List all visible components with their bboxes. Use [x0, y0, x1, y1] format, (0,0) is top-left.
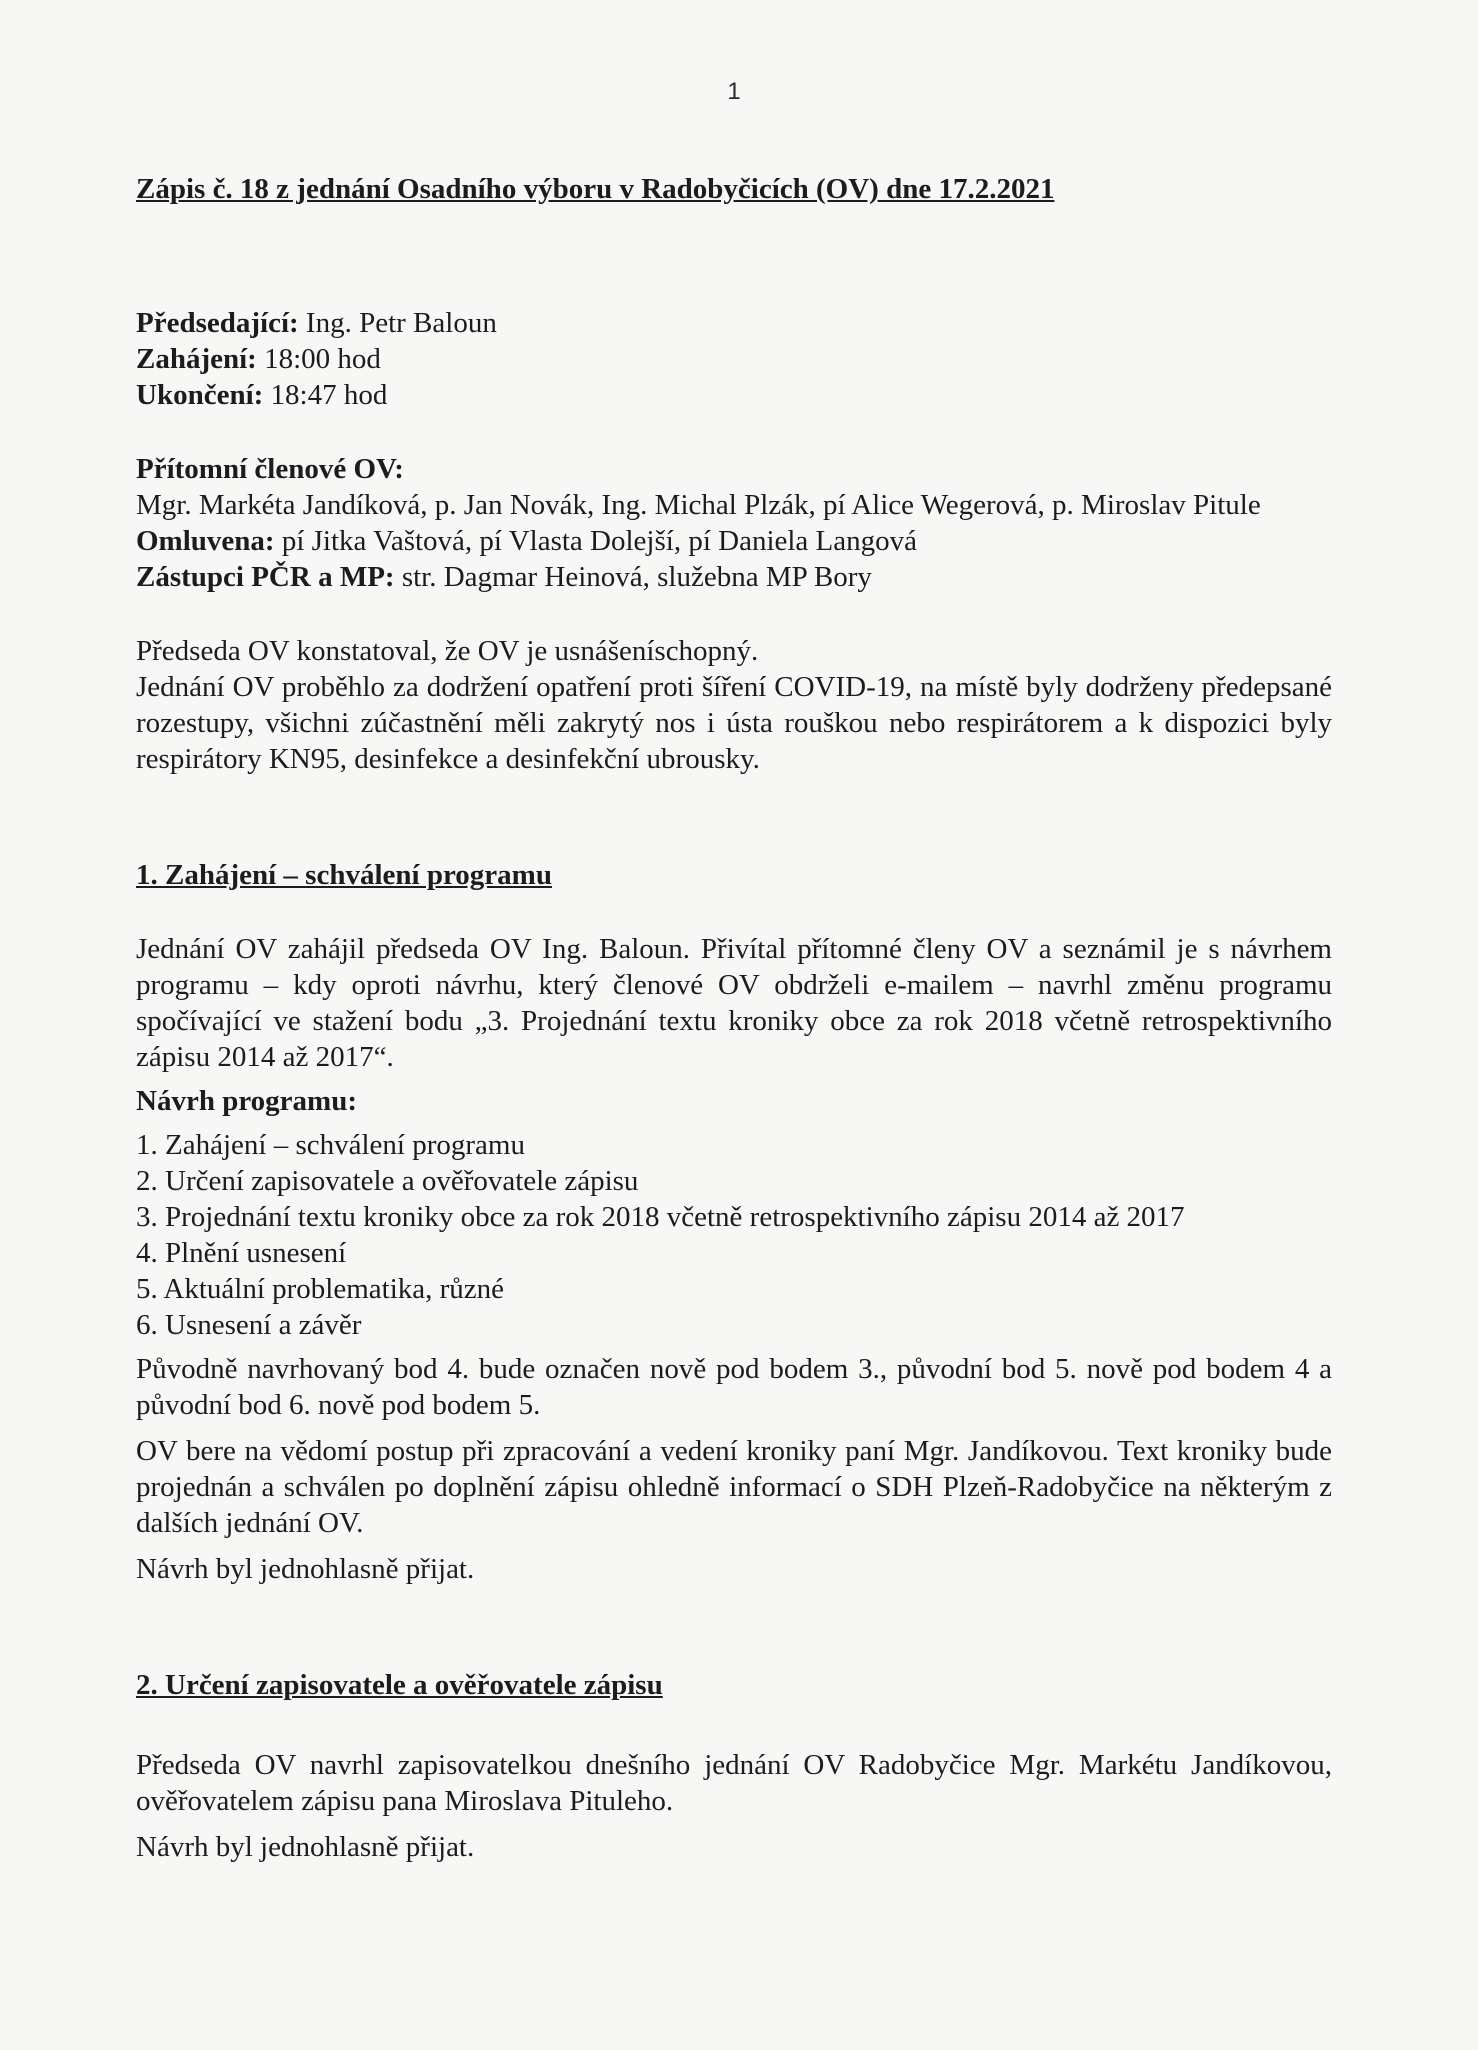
excused-value: pí Jitka Vaštová, pí Vlasta Dolejší, pí Daniela Langová [281, 525, 918, 557]
section1-result: Návrh byl jednohlasně přijat. [136, 1553, 475, 1585]
chair-value: Ing. Petr Baloun [305, 307, 497, 339]
present-value: Mgr. Markéta Jandíková, p. Jan Novák, Ing. Michal Plzák, pí Alice Wegerová, p. Miroslav Pitule [136, 489, 1261, 521]
police-line [136, 559, 1332, 595]
section2-text: Předseda OV navrhl zapisovatelkou dnešního jednání OV Radobyčice Mgr. Markétu Jandíkovou, ověřovatelem zápisu pana Miroslava Pituleho. [136, 1749, 1332, 1817]
program-label: Návrh programu: [136, 1085, 357, 1117]
police-value: str. Dagmar Heinová, služebna MP Bory [401, 561, 872, 593]
program-item: 4. Plnění usnesení [136, 1237, 347, 1269]
end-line [136, 377, 1332, 413]
program-list [136, 1127, 1332, 1343]
program-item: 3. Projednání textu kroniky obce za rok 2018 včetně retrospektivního zápisu 2014 až 2017 [136, 1201, 1185, 1233]
excused-line [136, 523, 1332, 559]
start-label: Zahájení: [136, 343, 257, 375]
page-number: 1 [727, 78, 741, 105]
section2-heading: 2. Určení zapisovatele a ověřovatele zápisu [136, 1669, 663, 1701]
document-title: Zápis č. 18 z jednání Osadního výboru v Radobyčicích (OV) dne 17.2.2021 [136, 173, 1055, 205]
police-label: Zástupci PČR a MP: [136, 561, 395, 593]
quorum-line: Předseda OV konstatoval, že OV je usnášeníschopný. [136, 635, 759, 667]
covid-paragraph: Jednání OV proběhlo za dodržení opatření proti šíření COVID-19, na místě byly dodrženy předepsané rozestupy, všichni zúčastnění měli zakrytý nos i ústa rouškou nebo respirátorem a k dispozici byly respirátory KN95, desinfekce a desinfekční ubrousky. [136, 671, 1332, 775]
program-item: 1. Zahájení – schválení programu [136, 1129, 525, 1161]
document-page [136, 0, 1332, 2050]
program-item: 5. Aktuální problematika, různé [136, 1273, 505, 1305]
document-content [136, 170, 1332, 1865]
end-value: 18:47 hod [270, 379, 388, 411]
end-label: Ukončení: [136, 379, 264, 411]
section1-intro: Jednání OV zahájil předseda OV Ing. Baloun. Přivítal přítomné členy OV a seznámil je s návrhem programu – kdy oproti návrhu, který členové OV obdrželi e-mailem – navrhl změnu programu spočívající ve stažení bodu „3. Projednání textu kroniky obce za rok 2018 včetně retrospektivního zápisu 2014 až 2017“. [136, 933, 1332, 1073]
program-item: 2. Určení zapisovatele a ověřovatele zápisu [136, 1165, 639, 1197]
present-label: Přítomní členové OV: [136, 453, 404, 485]
chair-label: Předsedající: [136, 307, 299, 339]
chronicle-paragraph: OV bere na vědomí postup při zpracování a vedení kroniky paní Mgr. Jandíkovou. Text kroniky bude projednán a schválen po doplnění zápisu ohledně informací o SDH Plzeň-Radobyčice na některým z dalších jednání OV. [136, 1435, 1332, 1539]
renumber-paragraph: Původně navrhovaný bod 4. bude označen nově pod bodem 3., původní bod 5. nově pod bodem 4 a původní bod 6. nově pod bodem 5. [136, 1353, 1332, 1421]
program-item: 6. Usnesení a závěr [136, 1309, 362, 1341]
section2-result: Návrh byl jednohlasně přijat. [136, 1831, 475, 1863]
section1-heading: 1. Zahájení – schválení programu [136, 859, 552, 891]
start-line [136, 341, 1332, 377]
excused-label: Omluvena: [136, 525, 275, 557]
start-value: 18:00 hod [264, 343, 381, 375]
chair-line [136, 305, 1332, 341]
